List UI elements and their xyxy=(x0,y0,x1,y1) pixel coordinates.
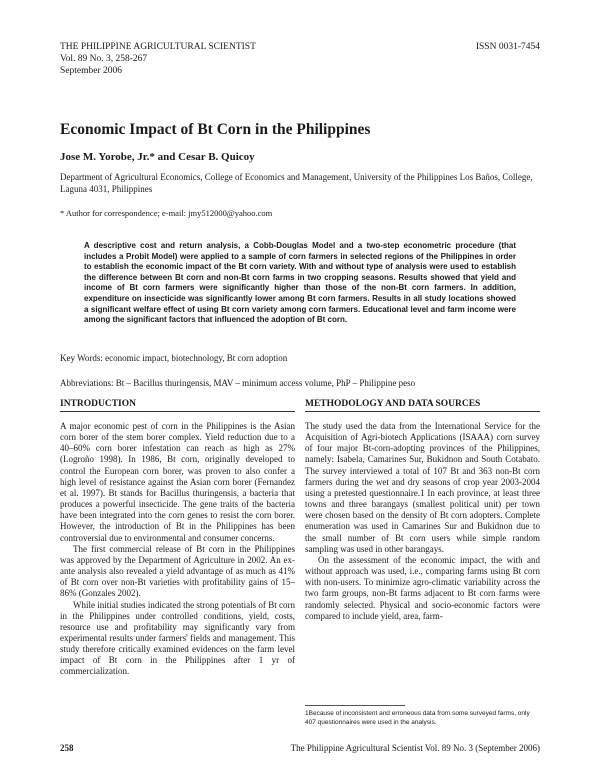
footnote-rule xyxy=(305,705,405,706)
intro-paragraph: A major economic pest of corn in the Philippines is the Asian corn borer of the stem borer complex. Yield reduction due to a 40–60% corn borer infestation can reach as high as 27% (Logroño 1998). In 1986, Bt corn, originally developed to control the European corn borer, was proven to also confer a high level of resistance against the Asian corn borer (Fernandez et al. 1997). Bt stands for Bacillus thuringensis, a bacteria that produces a powerful insecticide. The gene traits of the bacteria have been integrated into the corn genes to resist the corn borer. However, the introduction of Bt in the Philippines has been controversial due to environmental and consumer concerns. xyxy=(60,421,295,543)
volume-info: Vol. 89 No. 3, 258-267 xyxy=(60,54,148,64)
section-heading-introduction: INTRODUCTION xyxy=(60,399,137,409)
footnote: 1Because of inconsistent and erroneous data from some surveyed farms, only 407 questionnaires were used in the analysis. xyxy=(305,710,530,726)
correspondence-note: * Author for correspondence; e-mail: jmy512000@yahoo.com xyxy=(60,208,273,218)
methodology-body xyxy=(305,421,540,622)
methodology-paragraph: The study used the data from the International Service for the Acquisition of Agri-biotech Applications (ISAAA) corn survey of four major Bt-corn-adopting provinces of the Philippines, namely: Isabela, Camarines Sur, Bukidnon and South Cotabato. The survey interviewed a total of 107 Bt and 363 non-Bt corn farmers during the wet and dry seasons of crop year 2003-2004 using a pretested questionnaire.1 In each province, at least three towns and three barangays (smallest political unit) per town were chosen based on the density of Bt corn adopters. Complete enumeration was used in Camarines Sur and Bukidnon due to the small number of Bt corn users while simple random sampling was used in other barangays. xyxy=(305,421,540,554)
article-title: Economic Impact of Bt Corn in the Philippines xyxy=(60,121,371,138)
introduction-body xyxy=(60,421,295,678)
section-rule-right xyxy=(305,411,540,412)
journal-name: THE PHILIPPINE AGRICULTURAL SCIENTIST xyxy=(60,42,256,52)
methodology-paragraph: On the assessment of the economic impact, the with and without approach was used, i.e., comparing farms using Bt corn with non-users. To minimize agro-climatic variability across the two farm groups, non-Bt farms adjacent to Bt corn farms were randomly selected. Physical and socio-economic factors were compared to include yield, area, farm- xyxy=(305,554,540,621)
footer-citation: The Philippine Agricultural Scientist Vol. 89 No. 3 (September 2006) xyxy=(290,743,540,753)
affiliation: Department of Agricultural Economics, College of Economics and Management, University of the Philippines Los Baños, College, Laguna 4031, Philippines xyxy=(60,172,533,194)
issn: ISSN 0031-7454 xyxy=(475,42,540,52)
abbreviations: Abbreviations: Bt – Bacillus thuringensis, MAV – minimum access volume, PhP – Philippine peso xyxy=(60,378,416,388)
keywords: Key Words: economic impact, biotechnology, Bt corn adoption xyxy=(60,353,288,363)
issue-date: September 2006 xyxy=(60,66,123,76)
section-rule-left xyxy=(60,411,295,412)
intro-paragraph: While initial studies indicated the strong potentials of Bt corn in the Philippines under controlled conditions, yield, costs, resource use and profitability may significantly vary from experimental results under farmers' fields and management. This study therefore critically examined evidences on the farm level impact of Bt corn in the Philippines after 1 yr of commercialization. xyxy=(60,599,295,677)
section-heading-methodology: METHODOLOGY AND DATA SOURCES xyxy=(305,399,481,409)
author-list: Jose M. Yorobe, Jr.* and Cesar B. Quicoy xyxy=(60,151,255,163)
abstract: A descriptive cost and return analysis, a Cobb-Douglas Model and a two-step econometric procedure (that includes a Probit Model) were applied to a sample of corn farmers in selected regions of the Philippines in order to establish the economic impact of the Bt corn variety. With and without type of analysis were used to establish the difference between Bt corn and non-Bt corn farms in two cropping seasons. Results showed that yield and income of Bt corn farmers were significantly higher than those of the non-Bt corn farmers. In addition, expenditure on insecticide was significantly lower among Bt corn farmers. Results in all study locations showed a significant welfare effect of using Bt corn variety among corn farmers. Educational level and farm income were among the significant factors that influenced the adoption of Bt corn. xyxy=(84,241,516,325)
intro-paragraph: The first commercial release of Bt corn in the Philippines was approved by the Department of Agriculture in 2002. An ex-ante analysis also revealed a yield advantage of as much as 41% of Bt corn over non-Bt varieties with profitability gains of 15–86% (Gonzales 2002). xyxy=(60,543,295,599)
page-number: 258 xyxy=(60,743,74,753)
